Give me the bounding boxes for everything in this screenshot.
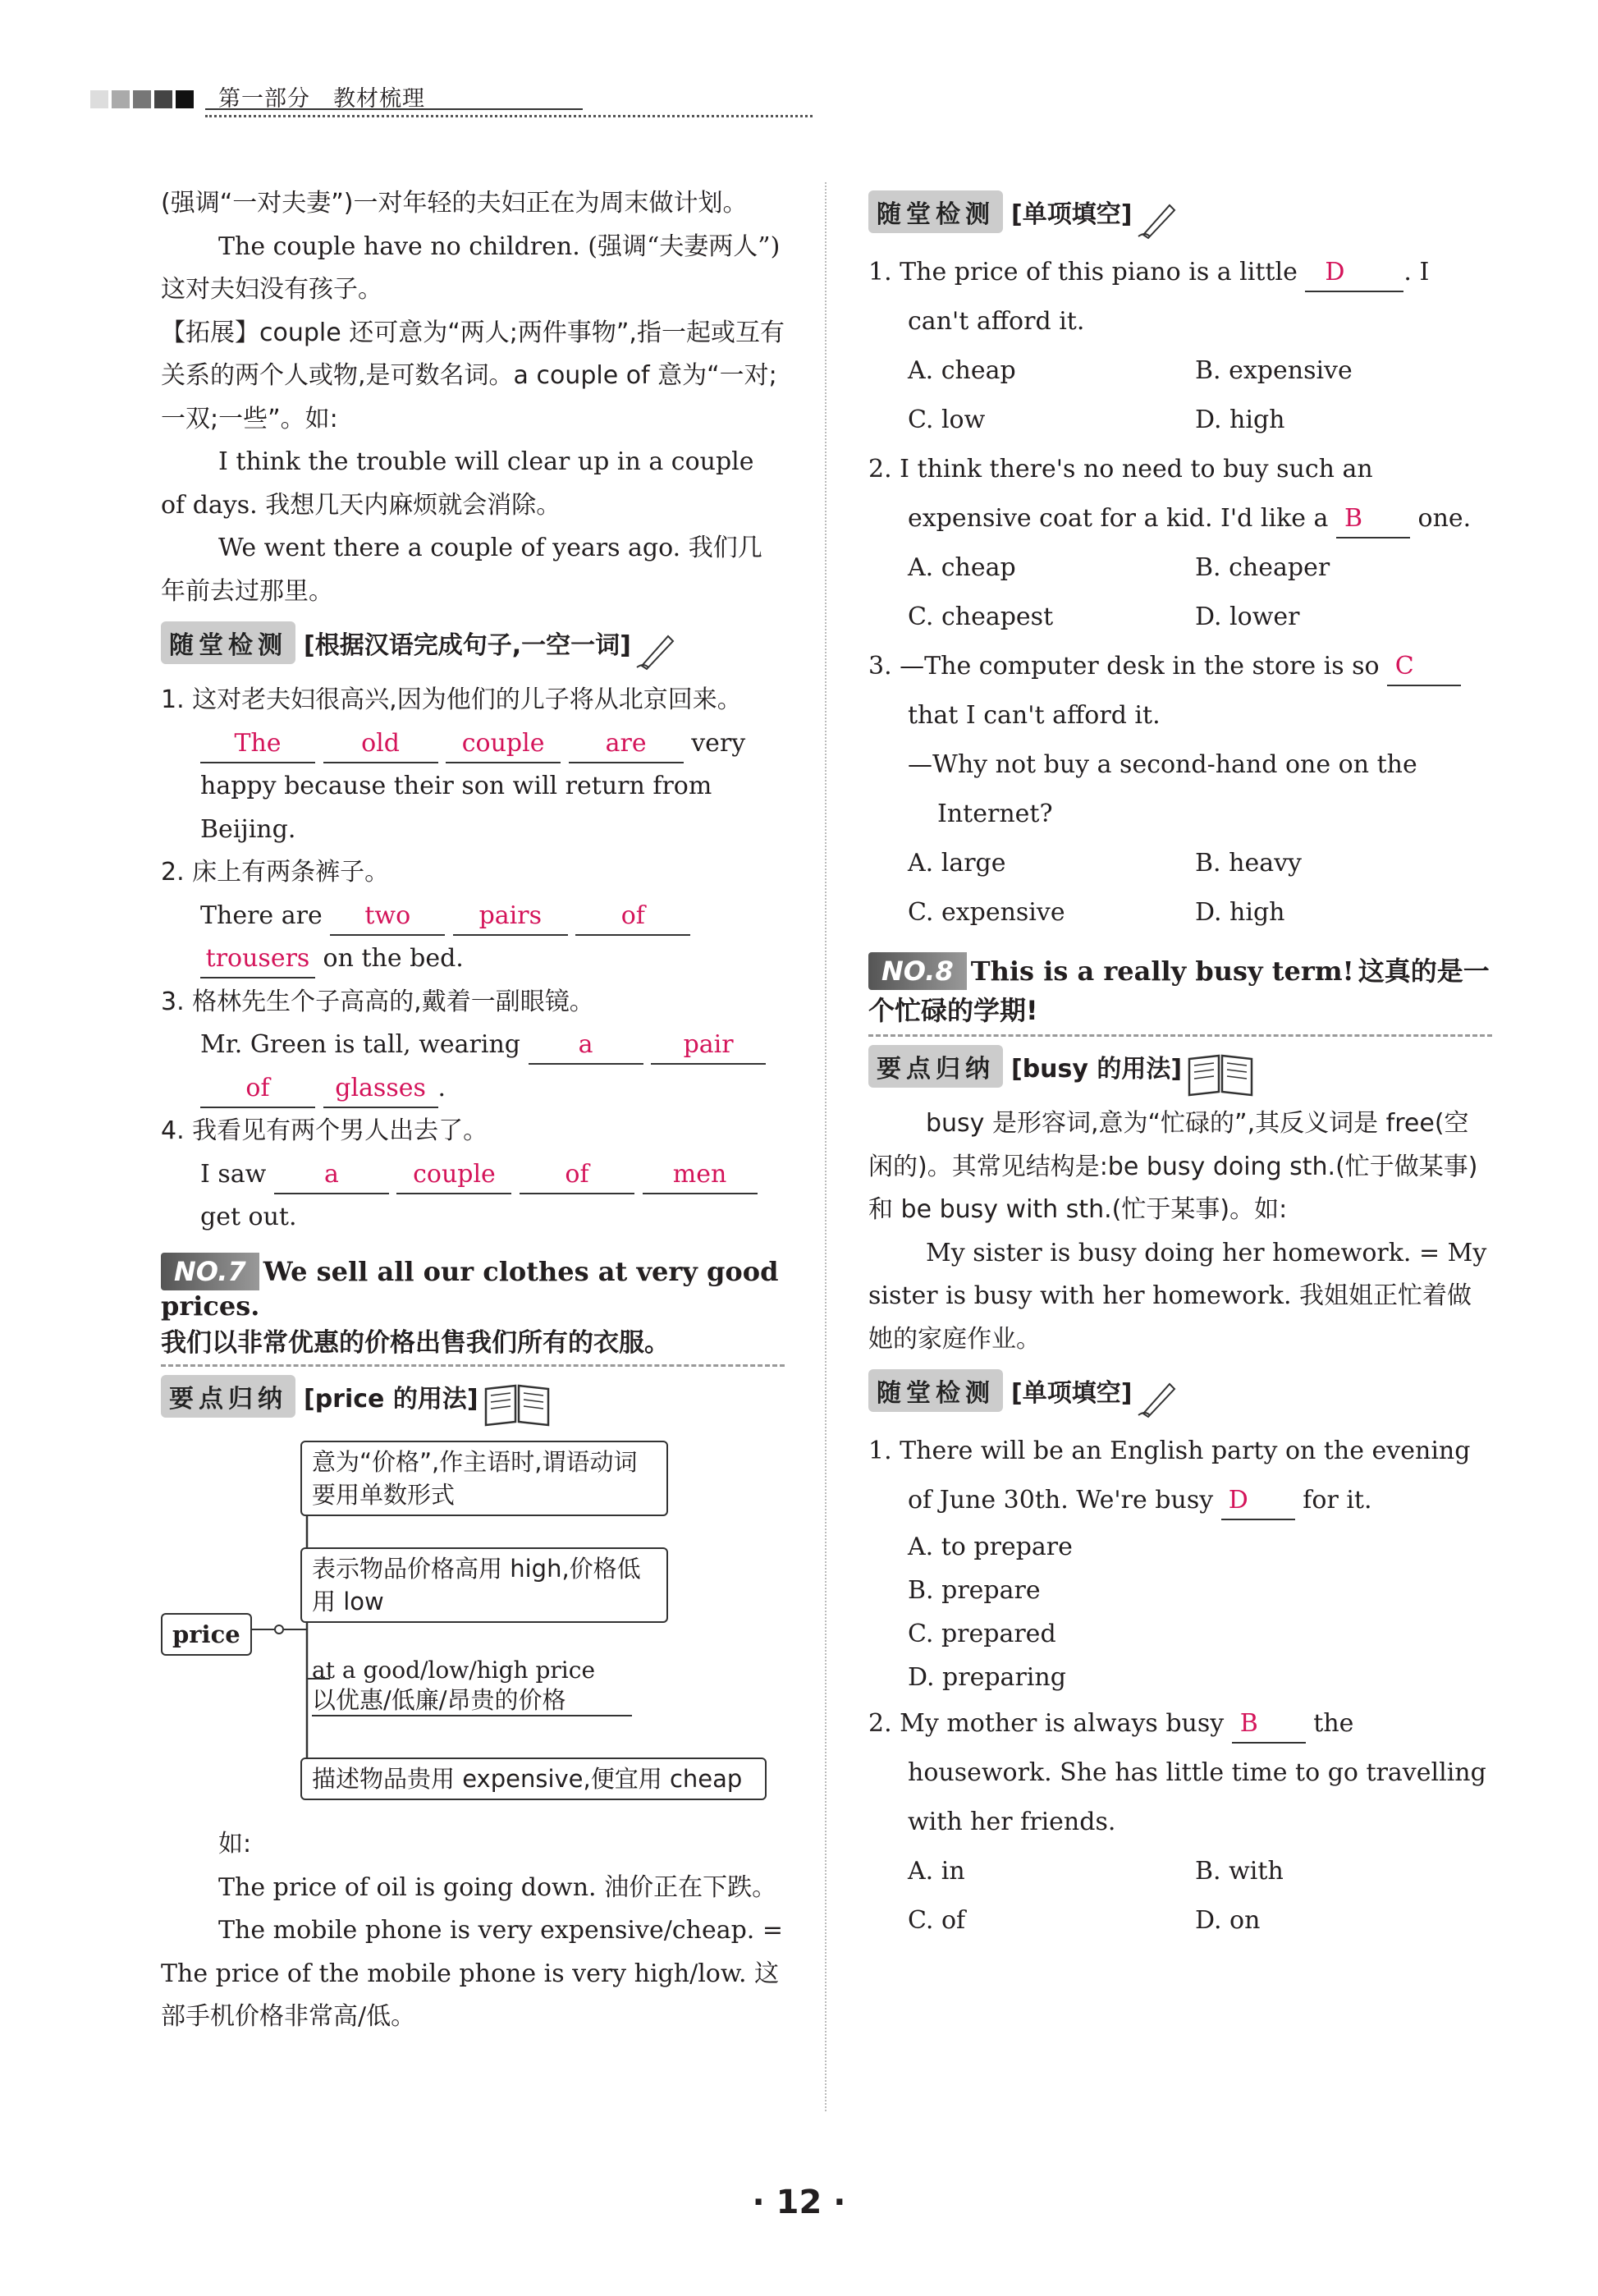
example-price-2: The mobile phone is very expensive/cheap. = The price of the mobile phone is very high/low. 这部手机价格非常高/低。 — [161, 1916, 783, 2031]
mindmap-root: price — [161, 1613, 252, 1656]
no8-tag: NO.8 — [868, 952, 967, 990]
example-couple-1: I think the trouble will clear up in a couple of days. 我想几天内麻烦就会消除。 — [161, 447, 754, 520]
header-title: 第一部分 教材梳理 — [218, 86, 425, 112]
check-label: 随堂检测 — [161, 621, 295, 664]
answer-blank: couple — [446, 726, 561, 763]
check-section-3-header — [868, 1369, 1492, 1418]
answer-blank: B — [1336, 501, 1410, 538]
mc-question-4: 1. There will be an English party on the evening of June 30th. We're busy D for it. A. to prepare B. prepare C. prepared D. preparing — [868, 1427, 1492, 1699]
check-instruction: [单项填空] — [1011, 200, 1133, 229]
exercise-item-2: 2. 床上有两条裤子。 There are two pairs of trousers on the bed. — [161, 851, 785, 981]
option: A. in — [908, 1857, 965, 1886]
answer-blank: a — [529, 1027, 643, 1065]
mc-question-5: 2. My mother is always busy B the housework. She has little time to go travelling with her friends. A. in B. with C. of D. on — [868, 1699, 1492, 1945]
mc-question-3: 3. —The computer desk in the store is so C that I can't afford it. —Why not buy a second-hand one on the Internet? A. large B. heavy C. expensive D. high — [868, 642, 1492, 937]
key-points-topic: [price 的用法] — [304, 1385, 478, 1414]
example-couple-2: We went there a couple of years ago. 我们几年前去过那里。 — [161, 534, 762, 606]
examples-lead: 如: — [218, 1830, 252, 1858]
extension-note: 【拓展】couple 还可意为“两人;两件事物”,指一起或互有关系的两个人或物,是可数名词。a couple of 意为“一对;一双;一些”。如: — [161, 318, 785, 433]
mindmap-branch-phrase-cn: 以优惠/低廉/昂贵的价格 — [312, 1685, 632, 1716]
page-number: · 12 · — [752, 2184, 846, 2221]
key-points-busy-header — [868, 1045, 1492, 1094]
option: A. large — [908, 849, 1006, 878]
header-square-1 — [90, 90, 108, 108]
check-instruction: [单项填空] — [1011, 1379, 1133, 1408]
answer-blank: of — [200, 1070, 315, 1108]
answer-blank: D — [1305, 254, 1403, 292]
mindmap-branch-high-low: 表示物品价格高用 high,价格低用 low — [300, 1547, 668, 1623]
intro-line-1: (强调“一对夫妻”)一对年轻的夫妇正在为周末做计划。 — [161, 189, 748, 218]
exercise-item-4: 4. 我看见有两个男人出去了。 I saw a couple of men get out. — [161, 1110, 785, 1240]
option: B. heavy — [1195, 849, 1302, 878]
mc-question-1: 1. The price of this piano is a little D . I can't afford it. A. cheap B. expensive C. low D. high — [868, 248, 1492, 445]
option: C. low — [908, 406, 986, 434]
pen-icon — [635, 630, 676, 671]
answer-blank: of — [575, 898, 690, 936]
option: B. with — [1195, 1857, 1284, 1886]
left-column — [161, 182, 785, 2039]
answer-blank: B — [1232, 1706, 1306, 1744]
pen-icon — [1137, 1377, 1178, 1418]
option: C. prepared — [908, 1620, 1056, 1648]
header-square-5 — [176, 90, 194, 108]
pen-icon — [1137, 199, 1178, 240]
example-price-1: The price of oil is going down. 油价正在下跌。 — [218, 1872, 777, 1902]
option: D. high — [1195, 898, 1285, 927]
option: B. expensive — [1195, 356, 1353, 385]
option: A. cheap — [908, 356, 1016, 385]
mc-question-2: 2. I think there's no need to buy such an expensive coat for a kid. I'd like a B one. A. cheap B. cheaper C. cheapest D. lower — [868, 445, 1492, 642]
price-mindmap — [161, 1432, 785, 1843]
no8-chinese: 这真的是一个忙碌的学期! — [868, 956, 1490, 1026]
no8-dashed-rule — [868, 1034, 1492, 1037]
exercise-item-1: 1. 这对老夫妇很高兴,因为他们的儿子将从北京回来。 The old couple are very happy because their son will return from Beijing. — [161, 685, 746, 844]
no7-english: We sell all our clothes at very good prices. — [161, 1255, 779, 1322]
answer-blank: pair — [651, 1027, 766, 1065]
option: A. to prepare — [908, 1533, 1073, 1561]
answer-blank: a — [274, 1157, 389, 1194]
exercise-item-3: 3. 格林先生个子高高的,戴着一副眼镜。 Mr. Green is tall, wearing a pair of glasses . — [161, 981, 785, 1111]
running-header — [90, 72, 599, 121]
option: C. of — [908, 1906, 966, 1935]
key-points-price-header — [161, 1375, 785, 1424]
intro-line-2: The couple have no children. (强调“夫妻两人”)这对夫妇没有孩子。 — [161, 231, 781, 304]
no8-heading — [868, 951, 1492, 1037]
column-divider — [825, 182, 826, 2111]
answer-blank: men — [643, 1157, 758, 1194]
option: A. cheap — [908, 553, 1016, 582]
option: B. cheaper — [1195, 553, 1330, 582]
answer-blank: are — [569, 726, 684, 763]
no7-chinese: 我们以非常优惠的价格出售我们所有的衣服。 — [161, 1322, 785, 1368]
option: D. high — [1195, 406, 1285, 434]
busy-explanation: busy 是形容词,意为“忙碌的”,其反义词是 free(空闲的)。其常见结构是:be busy doing sth.(忙于做某事)和 be busy with sth.(忙于某事)。如: — [868, 1109, 1478, 1224]
answer-blank: couple — [396, 1157, 511, 1194]
answer-blank: C — [1387, 648, 1461, 686]
answer-blank: The — [200, 726, 315, 763]
check-section-2-header — [868, 190, 1492, 240]
answer-blank: pairs — [453, 898, 568, 936]
no7-tag: NO.7 — [161, 1253, 259, 1290]
answer-blank: old — [323, 726, 438, 763]
check-instruction: [根据汉语完成句子,一空一词] — [304, 631, 631, 660]
answer-blank: of — [520, 1157, 634, 1194]
busy-example: My sister is busy doing her homework. = My sister is busy with her homework. 我姐姐正忙着做她的家庭作业。 — [868, 1238, 1487, 1354]
check-label: 随堂检测 — [868, 1369, 1003, 1412]
option: B. prepare — [908, 1576, 1041, 1605]
answer-blank: D — [1221, 1483, 1295, 1520]
key-points-label: 要点归纳 — [161, 1375, 295, 1418]
key-points-label: 要点归纳 — [868, 1045, 1003, 1088]
key-points-topic: [busy 的用法] — [1011, 1055, 1183, 1084]
no8-english: This is a really busy term! — [970, 956, 1354, 987]
option: D. preparing — [908, 1663, 1066, 1692]
header-rule — [205, 108, 583, 110]
option: D. lower — [1195, 603, 1300, 631]
option: C. expensive — [908, 898, 1065, 927]
right-column — [868, 182, 1492, 1945]
mindmap-branch-singular: 意为“价格”,作主语时,谓语动词要用单数形式 — [300, 1441, 668, 1516]
header-square-3 — [133, 90, 151, 108]
no7-heading — [161, 1253, 785, 1368]
check-section-1-header — [161, 621, 785, 671]
answer-blank: trousers — [200, 941, 315, 978]
option: D. on — [1195, 1906, 1261, 1935]
mindmap-branch-expensive-cheap: 描述物品贵用 expensive,便宜用 cheap — [300, 1758, 767, 1800]
mindmap-branch-phrase-en: at a good/low/high price — [312, 1657, 596, 1684]
option: C. cheapest — [908, 603, 1054, 631]
answer-blank: two — [330, 898, 445, 936]
header-square-4 — [154, 90, 172, 108]
answer-blank: glasses — [323, 1070, 438, 1108]
header-dotted-rule — [205, 115, 813, 117]
header-square-2 — [112, 90, 130, 108]
check-label: 随堂检测 — [868, 190, 1003, 233]
book-icon — [483, 1381, 552, 1427]
book-icon — [1186, 1051, 1255, 1097]
